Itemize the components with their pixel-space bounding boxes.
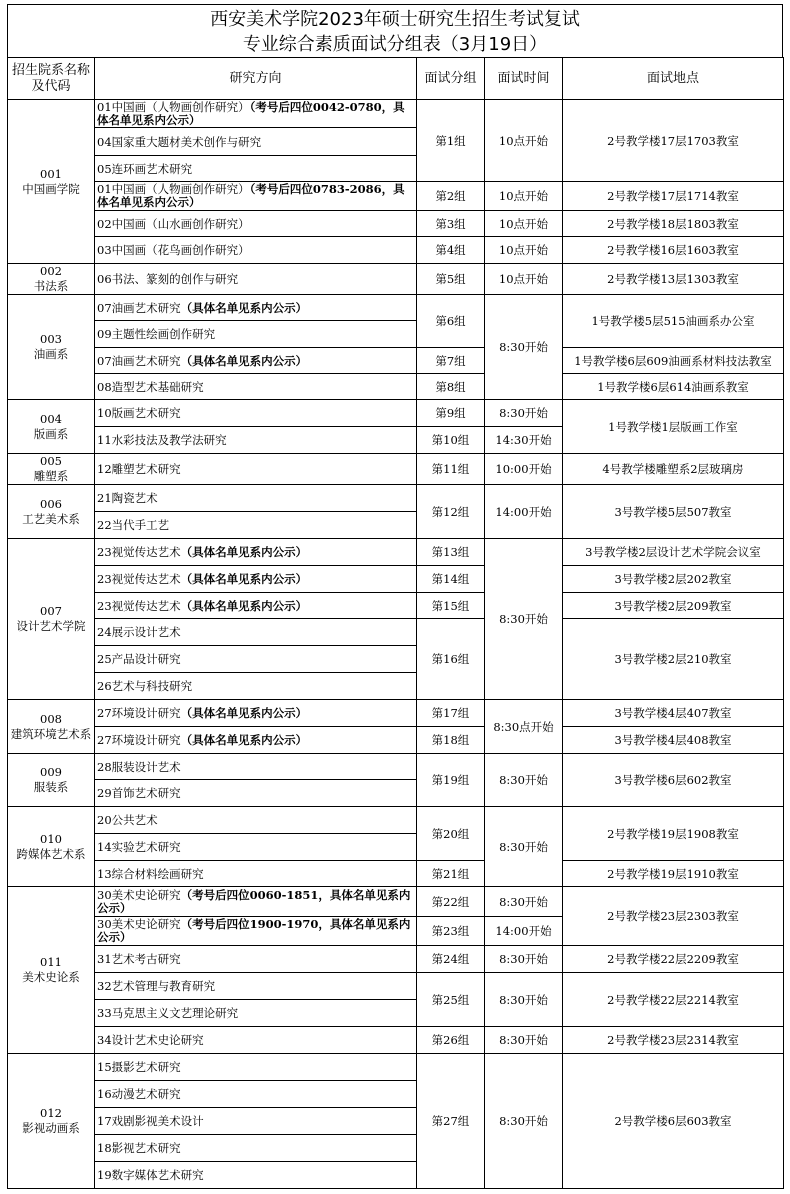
dept-cell: 008 建筑环境艺术系 [8,700,95,754]
table-row [8,1054,784,1081]
direction-cell: 06书法、篆刻的创作与研究 [95,264,417,295]
table-row [8,100,784,128]
time-cell: 14:00开始 [485,917,563,946]
group-cell: 第5组 [417,264,485,295]
location-cell: 2号教学楼23层2303教室 [563,887,784,946]
direction-cell: 09主题性绘画创作研究 [95,321,417,348]
direction-cell: 07油画艺术研究（具体名单见系内公示） [95,295,417,321]
location-cell: 2号教学楼16层1603教室 [563,237,784,264]
table-row [8,211,784,237]
group-cell: 第20组 [417,807,485,861]
table-row [8,237,784,264]
direction-cell: 33马克思主义文艺理论研究 [95,1000,417,1027]
schedule-table [7,57,784,1189]
direction-cell: 20公共艺术 [95,807,417,834]
group-cell: 第6组 [417,295,485,348]
group-cell: 第2组 [417,182,485,211]
direction-cell: 32艺术管理与教育研究 [95,973,417,1000]
header-dept: 招生院系名称及代码 [8,58,95,100]
dept-cell: 001 中国画学院 [8,100,95,264]
location-cell: 2号教学楼19层1910教室 [563,861,784,887]
direction-cell: 30美术史论研究（考号后四位1900-1970，具体名单见系内公示） [95,917,417,946]
group-cell: 第21组 [417,861,485,887]
time-cell: 10点开始 [485,211,563,237]
dept-cell: 003 油画系 [8,295,95,400]
location-cell: 2号教学楼17层1703教室 [563,100,784,182]
table-row [8,539,784,566]
table-row [8,374,784,400]
location-cell: 1号教学楼6层614油画系教室 [563,374,784,400]
direction-cell: 05连环画艺术研究 [95,156,417,182]
table-row [8,400,784,427]
direction-cell: 03中国画（花鸟画创作研究） [95,237,417,264]
dept-cell: 007 设计艺术学院 [8,539,95,700]
direction-cell: 28服装设计艺术 [95,754,417,780]
direction-cell: 31艺术考古研究 [95,946,417,973]
dept-cell: 004 版画系 [8,400,95,454]
direction-cell: 17戏剧影视美术设计 [95,1108,417,1135]
direction-cell: 23视觉传达艺术（具体名单见系内公示） [95,593,417,619]
direction-cell: 16动漫艺术研究 [95,1081,417,1108]
header-time: 面试时间 [485,58,563,100]
header-group: 面试分组 [417,58,485,100]
location-cell: 4号教学楼雕塑系2层玻璃房 [563,454,784,485]
direction-cell: 02中国画（山水画创作研究） [95,211,417,237]
location-cell: 3号教学楼5层507教室 [563,485,784,539]
table-row [8,807,784,834]
table-row [8,754,784,780]
location-cell: 2号教学楼19层1908教室 [563,807,784,861]
table-row [8,727,784,754]
dept-cell: 005 雕塑系 [8,454,95,485]
time-cell: 14:00开始 [485,485,563,539]
group-cell: 第18组 [417,727,485,754]
group-cell: 第8组 [417,374,485,400]
direction-cell: 13综合材料绘画研究 [95,861,417,887]
location-cell: 3号教学楼2层210教室 [563,619,784,700]
group-cell: 第22组 [417,887,485,917]
group-cell: 第3组 [417,211,485,237]
location-cell: 3号教学楼6层602教室 [563,754,784,807]
group-cell: 第14组 [417,566,485,593]
group-cell: 第9组 [417,400,485,427]
time-cell: 8:30开始 [485,295,563,400]
header-row [8,58,784,100]
location-cell: 1号教学楼1层版画工作室 [563,400,784,454]
location-cell: 1号教学楼5层515油画系办公室 [563,295,784,348]
location-cell: 2号教学楼18层1803教室 [563,211,784,237]
direction-cell: 23视觉传达艺术（具体名单见系内公示） [95,566,417,593]
group-cell: 第27组 [417,1054,485,1189]
location-cell: 3号教学楼2层209教室 [563,593,784,619]
group-cell: 第17组 [417,700,485,727]
dept-cell: 011 美术史论系 [8,887,95,1054]
direction-cell: 08造型艺术基础研究 [95,374,417,400]
time-cell: 10:00开始 [485,454,563,485]
dept-cell: 002 书法系 [8,264,95,295]
direction-cell: 19数字媒体艺术研究 [95,1162,417,1189]
table-row [8,454,784,485]
direction-cell: 26艺术与科技研究 [95,673,417,700]
table-row [8,619,784,646]
table-row [8,973,784,1000]
table-row [8,861,784,887]
group-cell: 第24组 [417,946,485,973]
table-row [8,946,784,973]
direction-cell: 27环境设计研究（具体名单见系内公示） [95,727,417,754]
direction-cell: 22当代手工艺 [95,512,417,539]
table-row [8,887,784,917]
time-cell: 8:30开始 [485,400,563,427]
direction-cell: 14实验艺术研究 [95,834,417,861]
direction-cell: 25产品设计研究 [95,646,417,673]
table-title [7,4,783,58]
header-direction: 研究方向 [95,58,417,100]
direction-cell: 29首饰艺术研究 [95,780,417,807]
table-row [8,295,784,321]
dept-cell: 009 服装系 [8,754,95,807]
location-cell: 2号教学楼6层603教室 [563,1054,784,1189]
direction-cell: 11水彩技法及教学法研究 [95,427,417,454]
table-row [8,566,784,593]
time-cell: 8:30开始 [485,754,563,807]
time-cell: 8:30开始 [485,1054,563,1189]
time-cell: 14:30开始 [485,427,563,454]
location-cell: 1号教学楼6层609油画系材料技法教室 [563,348,784,374]
time-cell: 10点开始 [485,182,563,211]
direction-cell: 23视觉传达艺术（具体名单见系内公示） [95,539,417,566]
time-cell: 10点开始 [485,264,563,295]
group-cell: 第7组 [417,348,485,374]
location-cell: 3号教学楼2层202教室 [563,566,784,593]
time-cell: 8:30开始 [485,973,563,1027]
dept-cell: 006 工艺美术系 [8,485,95,539]
time-cell: 8:30开始 [485,807,563,887]
location-cell: 2号教学楼22层2209教室 [563,946,784,973]
table-row [8,348,784,374]
time-cell: 8:30开始 [485,1027,563,1054]
group-cell: 第11组 [417,454,485,485]
group-cell: 第25组 [417,973,485,1027]
time-cell: 10点开始 [485,237,563,264]
location-cell: 2号教学楼13层1303教室 [563,264,784,295]
direction-cell: 04国家重大题材美术创作与研究 [95,128,417,156]
time-cell: 8:30开始 [485,887,563,917]
location-cell: 3号教学楼4层408教室 [563,727,784,754]
table-row [8,1027,784,1054]
group-cell: 第12组 [417,485,485,539]
group-cell: 第15组 [417,593,485,619]
direction-cell: 27环境设计研究（具体名单见系内公示） [95,700,417,727]
time-cell: 8:30开始 [485,539,563,700]
table-row [8,182,784,211]
group-cell: 第10组 [417,427,485,454]
direction-cell: 12雕塑艺术研究 [95,454,417,485]
direction-cell: 34设计艺术史论研究 [95,1027,417,1054]
group-cell: 第13组 [417,539,485,566]
table-row [8,485,784,512]
direction-cell: 01中国画（人物画创作研究）（考号后四位0042-0780，具体名单见系内公示） [95,100,417,128]
table-row [8,593,784,619]
group-cell: 第16组 [417,619,485,700]
direction-cell: 30美术史论研究（考号后四位0060-1851，具体名单见系内公示） [95,887,417,917]
location-cell: 3号教学楼4层407教室 [563,700,784,727]
title-line-2: 专业综合素质面试分组表（3月19日） [242,34,548,55]
direction-cell: 18影视艺术研究 [95,1135,417,1162]
time-cell: 8:30点开始 [485,700,563,754]
direction-cell: 07油画艺术研究（具体名单见系内公示） [95,348,417,374]
direction-cell: 01中国画（人物画创作研究）（考号后四位0783-2086，具体名单见系内公示） [95,182,417,211]
title-line-1: 西安美术学院2023年硕士研究生招生考试复试 [210,9,580,30]
group-cell: 第1组 [417,100,485,182]
dept-cell: 012 影视动画系 [8,1054,95,1189]
location-cell: 2号教学楼22层2214教室 [563,973,784,1027]
direction-cell: 10版画艺术研究 [95,400,417,427]
table-row [8,700,784,727]
location-cell: 2号教学楼23层2314教室 [563,1027,784,1054]
direction-cell: 21陶瓷艺术 [95,485,417,512]
time-cell: 8:30开始 [485,946,563,973]
direction-cell: 15摄影艺术研究 [95,1054,417,1081]
header-location: 面试地点 [563,58,784,100]
location-cell: 3号教学楼2层设计艺术学院会议室 [563,539,784,566]
dept-cell: 010 跨媒体艺术系 [8,807,95,887]
direction-cell: 24展示设计艺术 [95,619,417,646]
group-cell: 第19组 [417,754,485,807]
group-cell: 第4组 [417,237,485,264]
table-row [8,264,784,295]
time-cell: 10点开始 [485,100,563,182]
group-cell: 第23组 [417,917,485,946]
group-cell: 第26组 [417,1027,485,1054]
location-cell: 2号教学楼17层1714教室 [563,182,784,211]
